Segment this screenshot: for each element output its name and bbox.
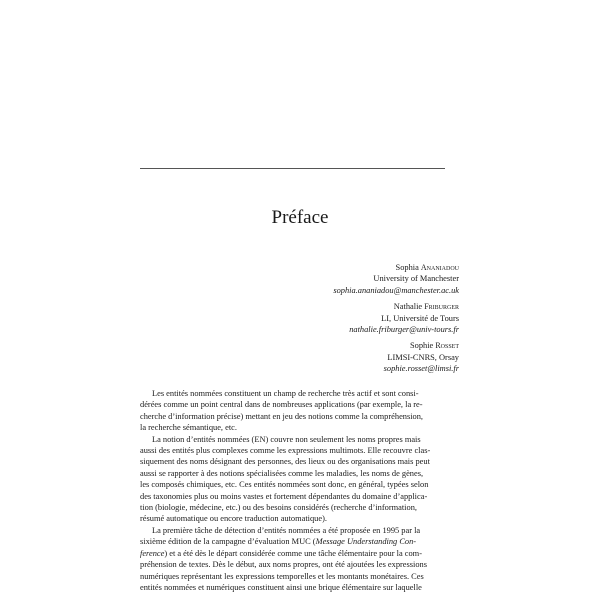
text-line: préhension de textes. Dès le début, aux noms propres, ont été ajoutées les expressions (140, 560, 428, 570)
author-last-name: Friburger (424, 302, 459, 312)
text-line: siquement des noms désignant des personnes, des lieux ou des organisations mais peut (140, 457, 430, 467)
muc-title-italic-end: ference (140, 548, 165, 558)
author-affiliation: University of Manchester (373, 274, 459, 284)
author-affiliation: LI, Université de Tours (381, 313, 459, 323)
text-segment: sixième édition de la campagne d’évaluation MUC ( (140, 537, 316, 547)
text-line: tion (biologie, médecine, etc.) ou des besoins considérés (recherche d’information, (140, 503, 417, 513)
author-first-name: Sophie (409, 341, 434, 351)
text-line (140, 548, 460, 559)
header-rule (140, 168, 445, 169)
author-entry (139, 340, 459, 374)
text-segment: ) et a été dès le départ considérée comme une tâche élémentaire pour la com- (164, 548, 422, 558)
text-line: résumé automatique ou encore traduction automatique). (140, 514, 327, 524)
author-affiliation: LIMSI-CNRS, Orsay (387, 352, 459, 362)
text-line: entités nommées et numériques constituent ainsi une brique élémentaire sur laquelle (140, 582, 422, 592)
author-name (139, 301, 459, 312)
author-entry (139, 262, 459, 296)
text-line: Les entités nommées constituent un champ de recherche très actif et sont consi- (152, 389, 419, 398)
author-email[interactable]: nathalie.friburger@univ-tours.fr (349, 325, 459, 335)
author-first-name: Sophia (395, 263, 419, 272)
author-email[interactable]: sophia.ananiadou@manchester.ac.uk (333, 285, 459, 295)
text-line: cherche d’information précise) mettant en jeu des notions comme la compréhension, (140, 411, 424, 421)
author-email[interactable]: sophie.rosset@limsi.fr (383, 364, 459, 374)
author-last-name: Ananiadou (420, 263, 459, 272)
text-line: les composés chimiques, etc. Ces entités nommées sont donc, en général, typées selon (140, 480, 429, 490)
paragraph (140, 388, 460, 434)
preface-body (140, 388, 460, 593)
paragraph (140, 525, 460, 593)
text-line: la recherche sémantique, etc. (140, 423, 237, 433)
text-line: aussi des entités plus complexes comme les expressions multimots. Elle recouvre clas- (140, 446, 431, 456)
paragraph (140, 434, 460, 525)
text-line: dérées comme un point central dans de nombreuses applications (par exemple, la re- (140, 400, 423, 410)
muc-title-italic: Message Understanding Con- (315, 537, 417, 547)
text-line (140, 536, 460, 547)
author-last-name: Rosset (435, 341, 459, 351)
text-line: La première tâche de détection d’entités nommées a été proposée en 1995 par la (152, 525, 421, 535)
page-title: Préface (271, 207, 329, 228)
authors-block (139, 262, 459, 380)
text-line: numériques représentant les expressions temporelles et les montants monétaires. Ces (140, 571, 424, 581)
text-line: des taxonomies plus ou moins vastes et fortement dépendantes du domaine d’applica- (140, 491, 428, 501)
author-name (139, 262, 459, 273)
text-line: aussi se rapporter à des notions spécialisées comme les maladies, les noms de gènes, (140, 468, 424, 478)
text-line: La notion d’entités nommées (EN) couvre non seulement les noms propres mais (152, 434, 421, 444)
author-first-name: Nathalie (393, 302, 423, 312)
author-name (139, 340, 459, 351)
author-entry (139, 301, 459, 335)
